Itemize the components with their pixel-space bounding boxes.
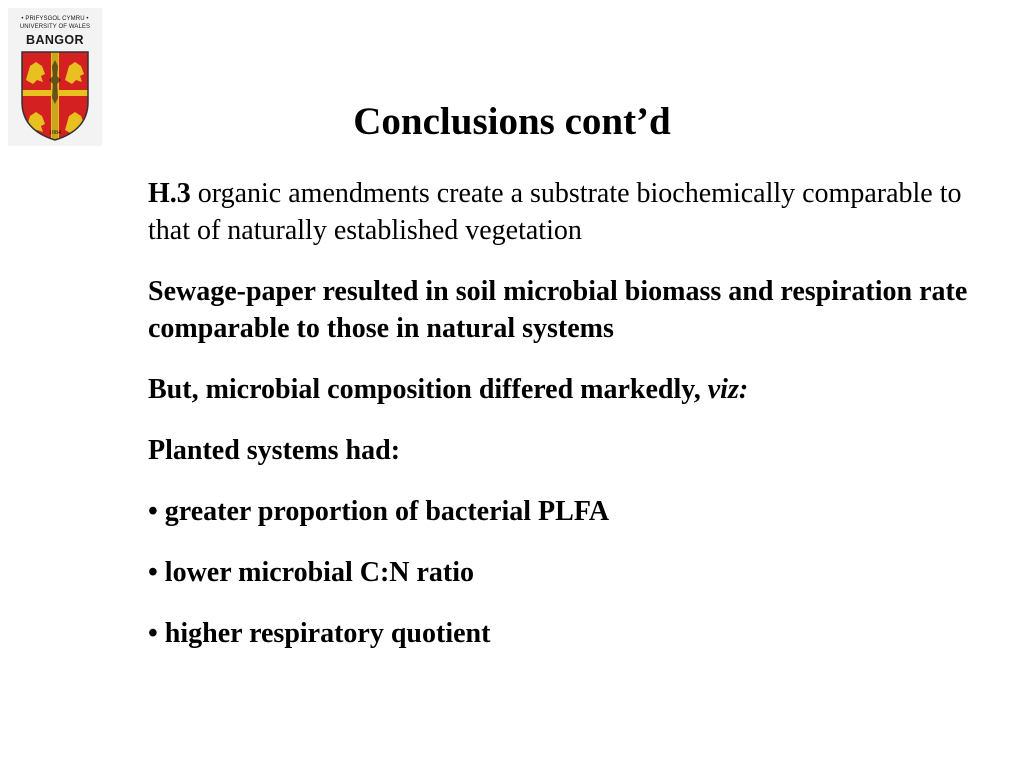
slide-body xyxy=(148,175,1008,652)
h3-text: organic amendments create a substrate biochemically comparable to that of naturally established vegetation xyxy=(148,178,962,246)
composition-text: But, microbial composition differed markedly, xyxy=(148,374,708,405)
h3-label: H.3 xyxy=(148,178,191,209)
bullet-item: • higher respiratory quotient xyxy=(148,618,491,649)
logo-year: 1884 xyxy=(49,130,61,136)
slide-title: Conclusions cont’d xyxy=(353,100,671,143)
viz-text: viz: xyxy=(707,374,749,405)
h3-paragraph xyxy=(148,175,1008,249)
planted-systems-heading: Planted systems had: xyxy=(148,435,401,466)
composition-paragraph xyxy=(148,371,1008,408)
logo-line-university: UNIVERSITY OF WALES xyxy=(19,24,91,30)
bullet-item: • lower microbial C:N ratio xyxy=(148,557,475,588)
bullet-item: • greater proportion of bacterial PLFA xyxy=(148,496,610,527)
sewage-paper-paragraph: Sewage-paper resulted in soil microbial biomass and respiration rate comparable to those in natural systems xyxy=(148,276,968,344)
logo-line-welsh: • PRIFYSGOL CYMRU • xyxy=(21,16,89,22)
logo-line-bangor: BANGOR xyxy=(26,33,84,47)
